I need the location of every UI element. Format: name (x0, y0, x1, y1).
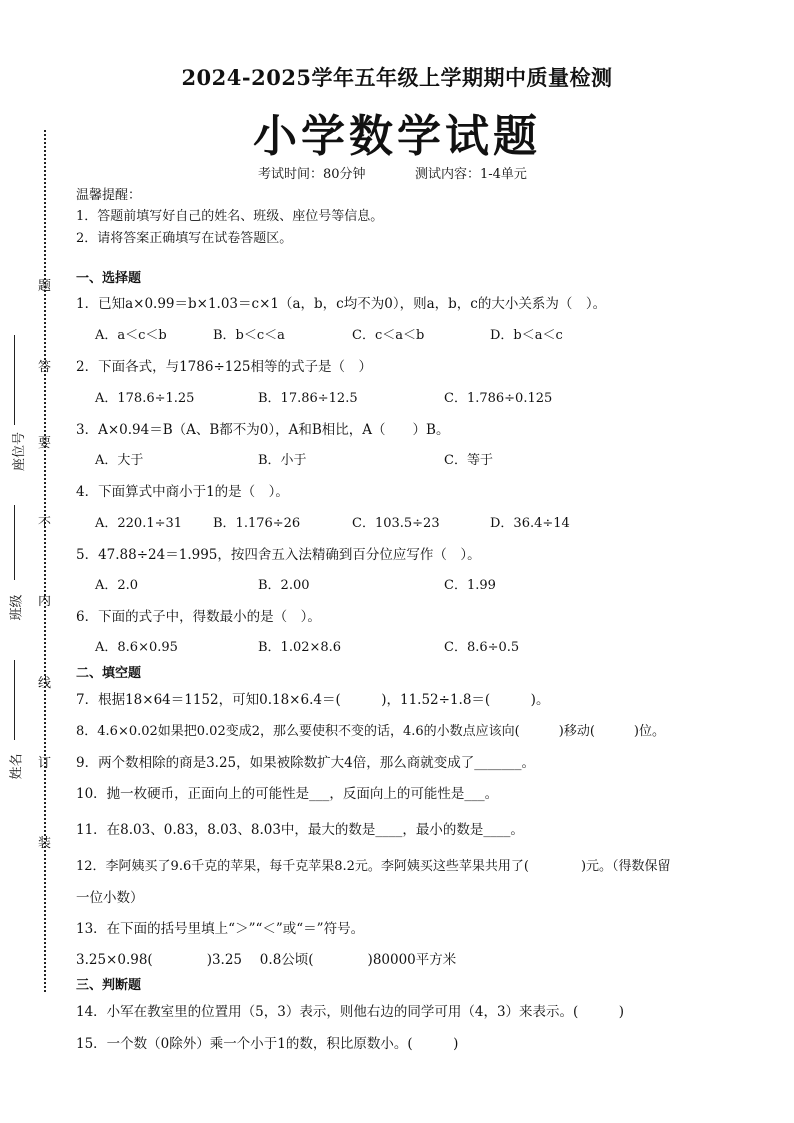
binding-char: 订 (38, 756, 52, 771)
class-line (14, 505, 15, 580)
q3-option-b: B．小于 (258, 453, 307, 468)
q4-option-d: D．36.4÷14 (490, 516, 570, 531)
q2-option-b: B．17.86÷12.5 (258, 391, 358, 406)
binding-dotted-line (44, 130, 46, 992)
question-3: 3．A×0.94＝B（A、B都不为0），A和B相比，A（ ）B。 (76, 422, 450, 438)
question-2: 2．下面各式，与1786÷125相等的式子是（ ） (76, 359, 373, 375)
binding-char: 答 (38, 360, 52, 375)
q1-option-b: B．b＜c＜a (213, 328, 285, 343)
question-14: 14．小军在教室里的位置用（5，3）表示，则他右边的同学可用（4，3）来表示。( ) (76, 1004, 625, 1020)
question-8: 8．4.6×0.02如果把0.02变成2，那么要使积不变的话，4.6的小数点应该向( )移动( )位。 (76, 724, 665, 739)
q2-option-c: C．1.786÷0.125 (444, 391, 553, 406)
name-line (14, 660, 15, 740)
q4-option-a: A．220.1÷31 (95, 516, 183, 531)
tips-item-1: 1．答题前填写好自己的姓名、班级、座位号等信息。 (76, 209, 384, 224)
binding-char: 线 (38, 676, 52, 691)
section-fill-heading: 二、填空题 (76, 666, 142, 681)
question-11: 11．在8.03、0.83，8.03̇、8.0̇3̇中，最大的数是____，最小的数是____。 (76, 822, 524, 838)
section-choice-heading: 一、选择题 (76, 271, 142, 286)
q3-option-c: C．等于 (444, 453, 493, 468)
question-4: 4．下面算式中商小于1的是（ ）。 (76, 484, 289, 500)
q1-option-a: A．a＜c＜b (95, 328, 167, 343)
binding-char: 题 (38, 279, 52, 294)
question-6: 6．下面的式子中，得数最小的是（ ）。 (76, 609, 321, 625)
q3-option-a: A．大于 (95, 453, 144, 468)
question-10: 10．抛一枚硬币，正面向上的可能性是___，反面向上的可能性是___。 (76, 786, 499, 802)
question-12-line2: 一位小数） (76, 890, 144, 906)
q5-option-c: C．1.99 (444, 578, 496, 593)
binding-char: 要 (38, 436, 52, 451)
q5-option-a: A．2.0 (95, 578, 139, 593)
q6-option-b: B．1.02×8.6 (258, 640, 342, 655)
section-judge-heading: 三、判断题 (76, 978, 142, 993)
exam-title: 小学数学试题 (253, 111, 541, 162)
question-13-items: 3.25×0.98( )3.25 0.8公顷( )80000平方米 (76, 952, 457, 968)
name-label: 姓名 (9, 753, 25, 780)
exam-time: 考试时间：80分钟 (258, 167, 366, 182)
binding-char: 内 (38, 594, 52, 609)
question-1: 1．已知a×0.99＝b×1.03＝c×1（a，b，c均不为0），则a，b，c的大小关系为（ ）。 (76, 296, 607, 312)
q6-option-a: A．8.6×0.95 (95, 640, 178, 655)
seat-number-line (14, 335, 15, 425)
binding-char: 装 (38, 836, 52, 851)
q1-option-c: C．c＜a＜b (352, 328, 425, 343)
q4-option-c: C．103.5÷23 (352, 516, 440, 531)
class-label: 班级 (9, 594, 25, 621)
exam-subtitle: 2024-2025学年五年级上学期期中质量检测 (181, 65, 613, 90)
binding-char: 不 (38, 516, 52, 531)
exam-content: 测试内容：1-4单元 (415, 167, 527, 182)
question-13: 13．在下面的括号里填上“＞”“＜”或“＝”符号。 (76, 921, 365, 937)
q1-option-d: D．b＜a＜c (490, 328, 563, 343)
seat-number-label: 座位号 (12, 431, 28, 472)
q2-option-a: A．178.6÷1.25 (95, 391, 195, 406)
question-9: 9．两个数相除的商是3.25，如果被除数扩大4倍，那么商就变成了_______。 (76, 755, 535, 771)
question-15: 15．一个数（0除外）乘一个小于1的数，积比原数小。( ) (76, 1036, 459, 1052)
tips-heading: 温馨提醒： (76, 188, 142, 203)
question-7: 7．根据18×64＝1152，可知0.18×6.4＝( )，11.52÷1.8＝( )。 (76, 692, 550, 708)
question-12-line1: 12．李阿姨买了9.6千克的苹果，每千克苹果8.2元。李阿姨买这些苹果共用了( )元。（得数保留 (76, 859, 671, 874)
q6-option-c: C．8.6÷0.5 (444, 640, 520, 655)
q4-option-b: B．1.176÷26 (213, 516, 301, 531)
question-5: 5．47.88÷24＝1.995，按四舍五入法精确到百分位应写作（ ）。 (76, 547, 481, 563)
q5-option-b: B．2.00 (258, 578, 310, 593)
tips-item-2: 2．请将答案正确填写在试卷答题区。 (76, 231, 293, 246)
